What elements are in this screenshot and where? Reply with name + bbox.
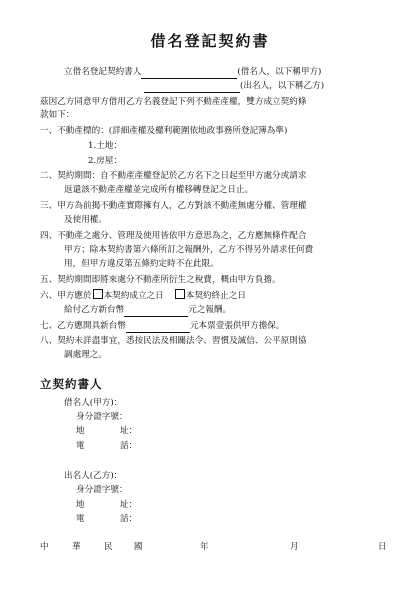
party-intro-label: 立借名登記契約書人 <box>64 67 142 77</box>
date-char-hua: 華 <box>72 542 81 552</box>
clause-1-land: 1.土地： <box>88 141 122 151</box>
party-a-name-blank[interactable] <box>141 68 237 79</box>
party-a-role: (借名人，以下稱甲方) <box>237 67 322 77</box>
party-line-2 <box>144 80 324 93</box>
date-char-zhong: 中 <box>40 542 49 552</box>
party-b-label: 出名人(乙方)： <box>64 471 123 481</box>
party-b-id-label: 身分證字號： <box>76 485 128 495</box>
clause-5-line-1: 五、契約期間即將來處分不動產所衍生之稅費，概由甲方負擔。 <box>40 275 281 285</box>
clause-6-pay-prefix: 給付乙方新台幣 <box>64 305 125 315</box>
clause-6-line-1 <box>40 289 246 303</box>
clause-8-line-1: 八、契約未詳盡事宜，悉按民法及相關法令、習慣及誠信、公平原則協 <box>40 336 307 346</box>
document-title: 借名登記契約書 <box>150 32 270 50</box>
clause-3-line-1: 三、甲方為前揭不動產實際擁有人，乙方對該不動產無處分權、管理權 <box>40 201 307 211</box>
party-a-phone-char-1: 電 <box>76 441 85 451</box>
party-b-address-char-2: 址： <box>120 500 138 510</box>
party-line-1 <box>64 66 321 79</box>
party-b-address-char-1: 地 <box>76 500 85 510</box>
date-day-label: 日 <box>378 542 387 552</box>
option-contract-start-label: 本契約成立之日 <box>103 291 164 301</box>
clause-6-line-2 <box>64 304 231 317</box>
clause-6-prefix: 六、甲方應於 <box>40 291 92 301</box>
clause-3-line-2: 及使用權。 <box>64 215 107 225</box>
date-year-label: 年 <box>200 542 209 552</box>
signature-heading: 立契約書人 <box>40 377 103 391</box>
clause-7-prefix: 七、乙方應開具新台幣 <box>40 321 126 331</box>
party-a-address-char-2: 址： <box>120 426 138 436</box>
party-a-id-label: 身分證字號： <box>76 412 128 422</box>
option-contract-end-checkbox[interactable] <box>175 289 185 299</box>
date-month-label: 月 <box>290 542 299 552</box>
intro-line-2: 款如下： <box>40 110 75 120</box>
clause-8-line-2: 調處理之。 <box>64 350 107 360</box>
promissory-note-amount-blank[interactable] <box>126 322 190 333</box>
date-char-guo: 國 <box>134 542 143 552</box>
clause-2-line-1: 二、契約期間：自不動產產權登記於乙方名下之日起至甲方處分或請求 <box>40 171 307 181</box>
clause-2-line-2: 返還該不動產產權並完成所有權移轉登記之日止。 <box>64 185 254 195</box>
intro-line-1: 茲因乙方同意甲方借用乙方名義登記下列不動產產權，雙方成立契約條 <box>40 97 307 107</box>
clause-4-line-3: 用，但甲方違反第五條約定時不在此限。 <box>64 259 219 269</box>
compensation-amount-blank[interactable] <box>124 306 188 317</box>
party-a-label: 借名人(甲方)： <box>64 398 123 408</box>
party-b-phone-char-2: 話： <box>120 514 138 524</box>
party-b-phone-char-1: 電 <box>76 514 85 524</box>
party-b-role: (出名人，以下稱乙方) <box>240 81 325 91</box>
option-contract-end-label: 本契約終止之日 <box>185 291 246 301</box>
clause-7-suffix: 元本票壹張供甲方擔保。 <box>189 321 285 331</box>
date-char-min: 民 <box>104 542 113 552</box>
clause-7-line-1 <box>40 320 285 333</box>
clause-4-line-1: 四、不動產之處分、管理及使用皆依甲方意思為之，乙方應無條件配合 <box>40 231 307 241</box>
date-row <box>0 540 420 553</box>
clause-4-line-2: 甲方；除本契約書第六條所訂之報酬外，乙方不得另外請求任何費 <box>64 245 314 255</box>
party-a-address-char-1: 地 <box>76 426 85 436</box>
clause-6-pay-suffix: 元之報酬。 <box>188 305 232 315</box>
party-a-phone-char-2: 話： <box>120 441 138 451</box>
party-b-name-blank[interactable] <box>144 82 240 93</box>
clause-1-heading: 一、不動產標的：(詳細產權及權利範圍依地政事務所登記簿為準) <box>40 126 288 136</box>
clause-1-building: 2.房屋： <box>88 156 122 166</box>
option-contract-start-checkbox[interactable] <box>93 289 103 299</box>
